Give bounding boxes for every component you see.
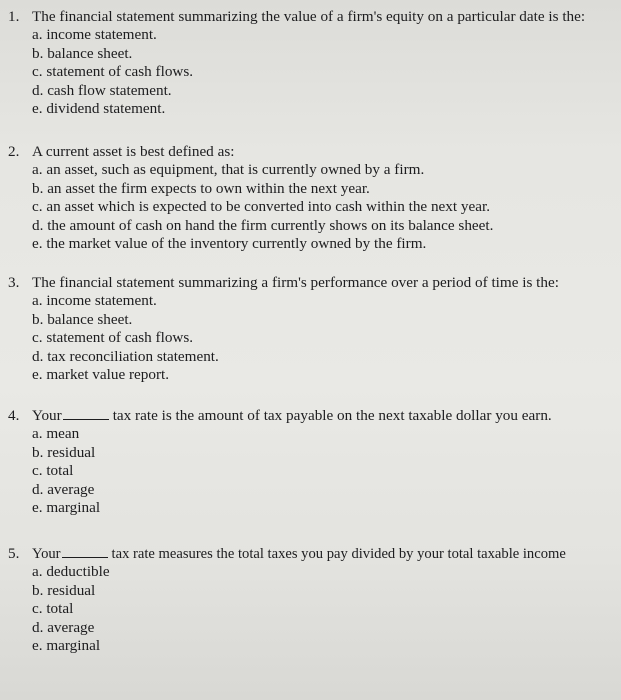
- answer-blank: [63, 407, 109, 420]
- answer-option-b: b. residual: [32, 443, 96, 461]
- answer-option-b: b. balance sheet.: [32, 44, 133, 62]
- answer-option-e: e. market value report.: [32, 366, 170, 384]
- question-number: 4.: [8, 407, 20, 424]
- question-number: 3.: [8, 274, 20, 291]
- question-number: 5.: [8, 545, 20, 562]
- question-text: [32, 545, 620, 563]
- answer-option-c: c. an asset which is expected to be converted into cash within the next year.: [32, 198, 491, 216]
- answer-option-d: d. average: [32, 618, 95, 636]
- answer-options: [8, 26, 620, 119]
- question-stem: [8, 143, 620, 161]
- answer-options: [8, 292, 620, 385]
- answer-blank: [62, 545, 108, 558]
- answer-option-e: e. dividend statement.: [32, 100, 166, 118]
- answer-option-b: b. residual: [32, 581, 96, 599]
- answer-option-d: d. tax reconciliation statement.: [32, 347, 219, 365]
- question-text: The financial statement summarizing a firm's performance over a period of time is the:: [32, 274, 559, 291]
- question-text-before-blank: Your: [32, 407, 62, 424]
- question-stem: [8, 407, 620, 425]
- answer-option-e: e. marginal: [32, 637, 101, 655]
- question-1: [8, 8, 620, 119]
- answer-option-c: c. total: [32, 600, 74, 618]
- answer-options: [8, 425, 620, 518]
- answer-option-a: a. an asset, such as equipment, that is currently owned by a firm.: [32, 161, 425, 178]
- answer-option-b: b. balance sheet.: [32, 310, 133, 328]
- answer-option-d: d. average: [32, 480, 95, 498]
- question-4: [8, 407, 620, 518]
- question-text-after-blank: tax rate is the amount of tax payable on the next taxable dollar you earn.: [112, 407, 552, 424]
- answer-option-a: a. income statement.: [32, 26, 157, 43]
- question-text: [32, 407, 620, 425]
- question-text-before-blank: Your: [32, 546, 61, 562]
- question-3: [8, 274, 620, 385]
- question-number: 2.: [8, 143, 20, 160]
- answer-option-a: a. income statement.: [32, 292, 157, 309]
- answer-option-c: c. statement of cash flows.: [32, 329, 194, 347]
- question-stem: [8, 545, 620, 563]
- answer-option-d: d. cash flow statement.: [32, 81, 172, 99]
- question-text: The financial statement summarizing the value of a firm's equity on a particular date is the:: [32, 8, 586, 25]
- question-text: A current asset is best defined as:: [32, 143, 235, 160]
- answer-option-a: a. mean: [32, 425, 80, 442]
- question-2: [8, 143, 620, 254]
- question-text-after-blank: tax rate measures the total taxes you pay divided by your total taxable income: [111, 546, 566, 562]
- question-stem: [8, 274, 620, 292]
- answer-option-a: a. deductible: [32, 563, 110, 580]
- question-5: [8, 545, 620, 656]
- answer-option-e: e. marginal: [32, 499, 101, 517]
- answer-option-b: b. an asset the firm expects to own within the next year.: [32, 179, 370, 197]
- answer-option-e: e. the market value of the inventory currently owned by the firm.: [32, 235, 427, 253]
- question-stem: [8, 8, 620, 26]
- question-number: 1.: [8, 8, 20, 25]
- answer-option-c: c. statement of cash flows.: [32, 63, 194, 81]
- answer-options: [8, 563, 620, 656]
- answer-options: [8, 161, 620, 254]
- answer-option-d: d. the amount of cash on hand the firm currently shows on its balance sheet.: [32, 216, 494, 234]
- answer-option-c: c. total: [32, 462, 74, 480]
